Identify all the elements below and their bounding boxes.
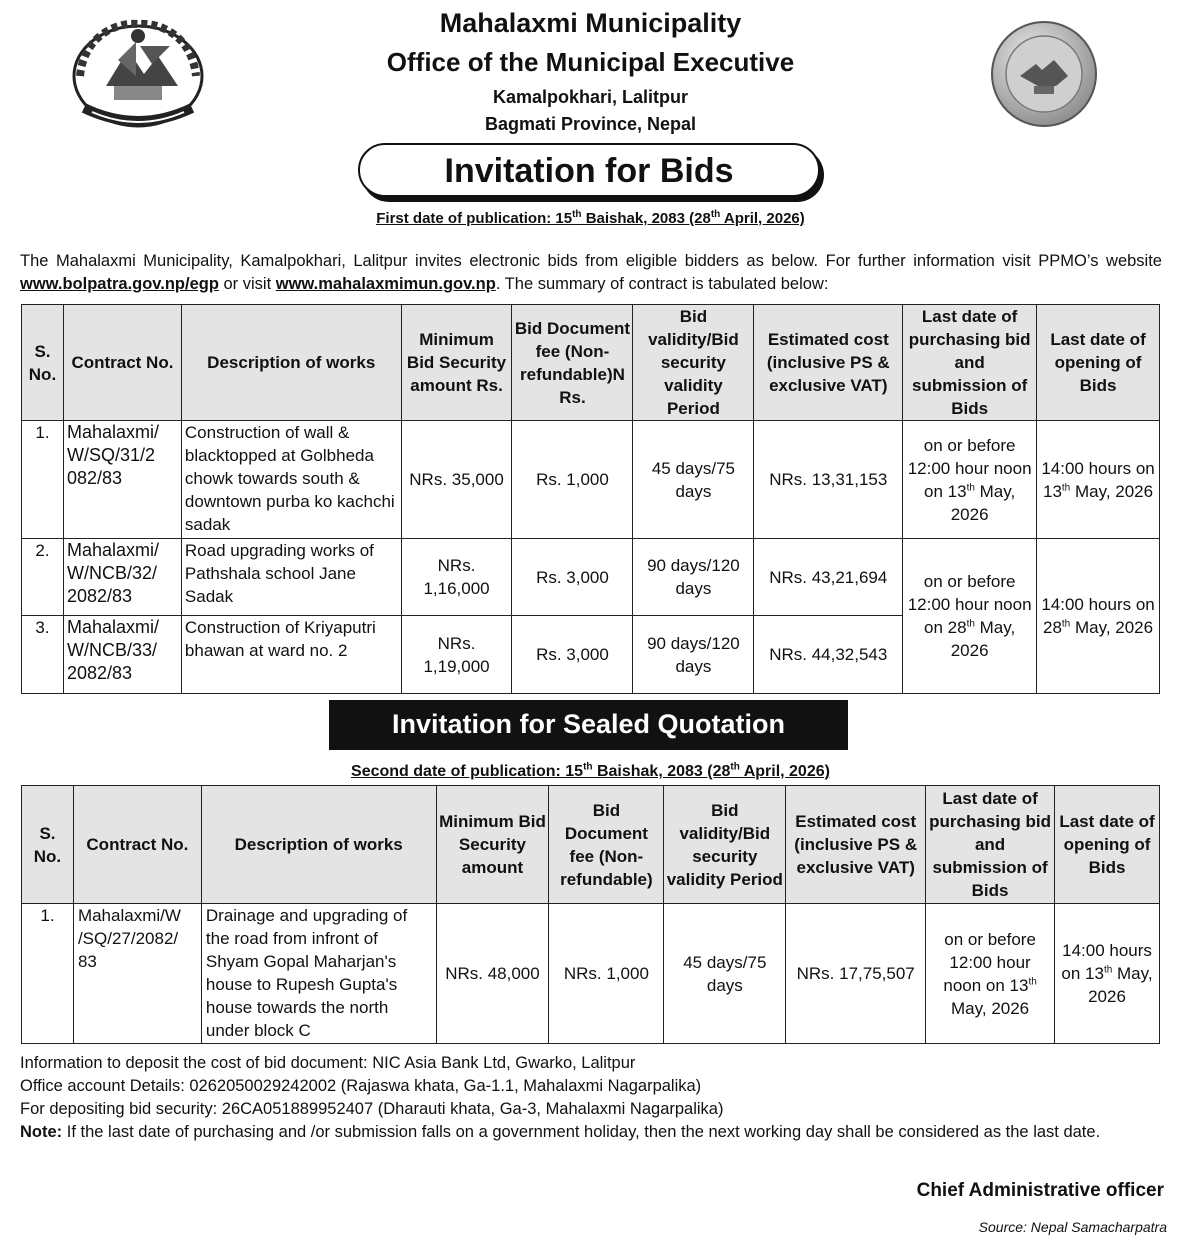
header-fee: Bid Document fee (Non-refundable) <box>549 786 664 904</box>
cell-opening-date: 14:00 hours on 28th May, 2026 <box>1037 539 1160 694</box>
bank-info: Information to deposit the cost of bid document: NIC Asia Bank Ltd, Gwarko, Lalitpur <box>20 1054 636 1072</box>
header-cost: Estimated cost (inclusive PS & exclusive VAT) <box>754 305 903 421</box>
header-opening-date: Last date of opening of Bids <box>1055 786 1160 904</box>
bids-table-header <box>22 305 1160 421</box>
signatory-title: Chief Administrative officer <box>916 1180 1164 1201</box>
cell-cost: NRs. 43,21,694 <box>754 539 903 616</box>
table-row <box>22 539 1160 616</box>
header-description: Description of works <box>181 305 401 421</box>
cell-sno: 2. <box>22 539 64 616</box>
cell-purchase-date: on or before 12:00 hour noon on 13th May, 2026 <box>903 421 1037 539</box>
municipality-link[interactable]: www.mahalaxmimun.gov.np <box>275 275 496 293</box>
deposit-information <box>20 1052 1162 1144</box>
table-row <box>22 904 1160 1044</box>
cell-contract: Mahalaxmi/W /SQ/27/2082/ 83 <box>73 904 201 1044</box>
cell-fee: Rs. 3,000 <box>512 539 633 616</box>
office-province: Bagmati Province, Nepal <box>484 114 697 134</box>
cell-security: NRs. 35,000 <box>401 421 512 539</box>
bid-security-account-info: For depositing bid security: 26CA051889952407 (Dharauti khata, Ga-3, Mahalaxmi Nagarpalika) <box>20 1100 724 1118</box>
sealed-quotation-banner: Invitation for Sealed Quotation <box>329 700 848 750</box>
cell-security: NRs. 1,19,000 <box>401 616 512 694</box>
cell-opening-date: 14:00 hours on 13th May, 2026 <box>1055 904 1160 1044</box>
header-validity: Bid validity/Bid security validity Period <box>633 305 754 421</box>
cell-description: Road upgrading works of Pathshala school Jane Sadak <box>181 539 401 616</box>
note-label: Note: <box>20 1123 63 1141</box>
holiday-note <box>20 1121 1162 1144</box>
header-contract: Contract No. <box>63 305 181 421</box>
source-credit: Source: Nepal Samacharpatra <box>978 1219 1167 1235</box>
header-fee: Bid Document fee (Non-refundable)N Rs. <box>512 305 633 421</box>
office-account-info: Office account Details: 0262050029242002 (Rajaswa khata, Ga-1.1, Mahalaxmi Nagarpalika) <box>20 1077 702 1095</box>
cell-cost: NRs. 17,75,507 <box>786 904 926 1044</box>
cell-fee: NRs. 1,000 <box>549 904 664 1044</box>
cell-security: NRs. 48,000 <box>436 904 549 1044</box>
header-security: Minimum Bid Security amount Rs. <box>401 305 512 421</box>
header-purchase-date: Last date of purchasing bid and submission of Bids <box>926 786 1055 904</box>
first-publication-date: First date of publication: 15th Baishak, 2083 (28th April, 2026) <box>376 209 805 227</box>
office-address: Kamalpokhari, Lalitpur <box>492 87 689 107</box>
quotation-table-header <box>22 786 1160 904</box>
intro-paragraph: The Mahalaxmi Municipality, Kamalpokhari, Lalitpur invites electronic bids from eligible bidders as below. For further information visit PPMO’s website www.bolpatra.gov.np/egp or visit www.mahalaxmimun.gov.np. The summary of contract is tabulated below: <box>20 252 1162 293</box>
cell-sno: 3. <box>22 616 64 694</box>
header-security: Minimum Bid Security amount <box>436 786 549 904</box>
cell-opening-date: 14:00 hours on 13th May, 2026 <box>1037 421 1160 539</box>
note-text: If the last date of purchasing and /or submission falls on a government holiday, then the next working day shall be considered as the last date. <box>62 1123 1101 1141</box>
header-contract: Contract No. <box>73 786 201 904</box>
header-cost: Estimated cost (inclusive PS & exclusive VAT) <box>786 786 926 904</box>
cell-validity: 90 days/120 days <box>633 616 754 694</box>
cell-validity: 45 days/75 days <box>664 904 786 1044</box>
cell-contract: Mahalaxmi/ W/NCB/32/ 2082/83 <box>63 539 181 616</box>
invitation-for-bids-title: Invitation for Bids <box>358 143 820 197</box>
quotation-table <box>21 785 1160 1044</box>
cell-sno: 1. <box>22 421 64 539</box>
header-description: Description of works <box>201 786 436 904</box>
cell-description: Construction of wall & blacktopped at Golbheda chowk towards south & downtown purba ko kachchi sadak <box>181 421 401 539</box>
cell-fee: Rs. 1,000 <box>512 421 633 539</box>
bolpatra-link[interactable]: www.bolpatra.gov.np/egp <box>20 275 219 293</box>
municipality-seal-icon <box>990 20 1098 128</box>
second-publication-date: Second date of publication: 15th Baishak, 2083 (28th April, 2026) <box>351 761 830 780</box>
letterhead <box>0 0 1181 140</box>
office-name: Office of the Municipal Executive <box>386 47 795 77</box>
cell-contract: Mahalaxmi/ W/SQ/31/2 082/83 <box>63 421 181 539</box>
table-row <box>22 421 1160 539</box>
header-sno: S. No. <box>22 786 74 904</box>
cell-fee: Rs. 3,000 <box>512 616 633 694</box>
cell-validity: 90 days/120 days <box>633 539 754 616</box>
municipality-name: Mahalaxmi Municipality <box>439 8 742 38</box>
cell-contract: Mahalaxmi/ W/NCB/33/ 2082/83 <box>63 616 181 694</box>
bids-table <box>21 304 1160 694</box>
cell-purchase-date: on or before 12:00 hour noon on 13th May, 2026 <box>926 904 1055 1044</box>
cell-security: NRs. 1,16,000 <box>401 539 512 616</box>
header-sno: S. No. <box>22 305 64 421</box>
header-purchase-date: Last date of purchasing bid and submission of Bids <box>903 305 1037 421</box>
header-validity: Bid validity/Bid security validity Period <box>664 786 786 904</box>
cell-description: Construction of Kriyaputri bhawan at ward no. 2 <box>181 616 401 694</box>
cell-cost: NRs. 44,32,543 <box>754 616 903 694</box>
cell-cost: NRs. 13,31,153 <box>754 421 903 539</box>
cell-description: Drainage and upgrading of the road from infront of Shyam Gopal Maharjan's house to Rupesh Gupta's house towards the north under block C <box>201 904 436 1044</box>
cell-sno: 1. <box>22 904 74 1044</box>
header-opening-date: Last date of opening of Bids <box>1037 305 1160 421</box>
cell-validity: 45 days/75 days <box>633 421 754 539</box>
cell-purchase-date: on or before 12:00 hour noon on 28th May, 2026 <box>903 539 1037 694</box>
